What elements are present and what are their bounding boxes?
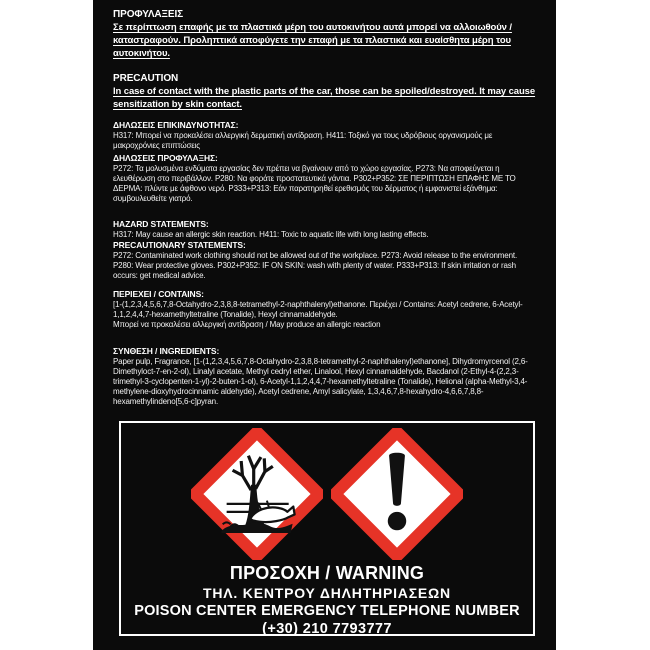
ingredients-heading: ΣΥΝΘΕΣΗ / INGREDIENTS:: [113, 346, 220, 356]
section-hazard-statements-en: [113, 219, 539, 240]
warning-title: ΠΡΟΣΟΧΗ / WARNING: [229, 563, 425, 583]
contains-allergy-note: Μπορεί να προκαλέσει αλλεργική αντίδραση / May produce an allergic reaction: [113, 320, 381, 329]
poison-center-phone: (+30) 210 7793777: [262, 621, 392, 637]
contains-body: [1-(1,2,3,4,5,6,7,8-Octahydro-2,3,8,8-tetramethyl-2-naphthalenyl)ethanone. Περιέχει / Contains: Acetyl cedrene, 6-Acetyl-1,1,2,4,4,7-hexamethyltetraline (Tonalide), Hexyl cinnamaldehyde.: [113, 300, 523, 319]
prevention-gr-heading: ΔΗΛΩΣΕΙΣ ΠΡΟΦΥΛΑΞΗΣ:: [113, 153, 218, 163]
hazard-gr-heading: ΔΗΛΩΣΕΙΣ ΕΠΙΚΙΝΔΥΝΟΤΗΤΑΣ:: [113, 120, 239, 130]
precautions-gr-heading: ΠΡΟΦΥΛΑΞΕΙΣ: [113, 9, 184, 20]
ingredients-body: Paper pulp, Fragrance, [1-(1,2,3,4,5,6,7,8-Octahydro-2,3,8,8-tetramethyl-2-naphthalenyl)ethanone], Dihydromyrcenol (2,6-Dimethyloct-7-en-2-ol), Linalyl acetate, Methyl cedryl ether, Linalool, Hexyl cinnamaldehyde, Bacdanol (2-Ethyl-4-(2,2,3-trimethyl-3-cyclopenten-1-yl)-2-buten-1-ol), 6-Acetyl-1,1,2,4,4,7-hexamethyltetraline (Tonalide), Helional (alpha-Methyl-3,4-methylene-dioxyhydrocinnamic aldehyde), Acetyl cedrene, Amyl salicylate, 1,3,4,6,7,8-hexahydro-4,6,6,7,8,8-hexamethylindeno[5,6-c]pyran.: [113, 357, 528, 406]
section-precautionary-statements-gr: [113, 153, 539, 204]
contains-heading: ΠΕΡΙΕΧΕΙ / CONTAINS:: [113, 289, 204, 299]
precautionary-en-body: P272: Contaminated work clothing should not be allowed out of the workplace. P273: Avoid release to the environment. P280: Wear protective gloves. P302+P352: IF ON SKIN: wash with plenty of water. P333+P313: If skin irritation or rash occurs: get medical advice.: [113, 251, 518, 280]
section-precaution-en: [113, 72, 539, 111]
precautionary-en-heading: PRECAUTIONARY STATEMENTS:: [113, 240, 246, 250]
precautions-gr-body: Σε περίπτωση επαφής με τα πλαστικά μέρη του αυτοκινήτου αυτά μπορεί να αλλοιωθούν / καταστραφούν. Προληπτικά αποφύγετε την επαφή με τα πλαστικά και ευαίσθητα μέρη του αυτοκινήτου.: [113, 22, 512, 59]
warning-box: [119, 421, 535, 636]
section-precautions-gr: [113, 8, 539, 60]
precaution-en-body: In case of contact with the plastic parts of the car, those can be spoiled/destroyed. It may cause sensitization by skin contact.: [113, 86, 536, 110]
product-warning-label: [93, 0, 556, 650]
label-content: [93, 0, 556, 636]
hazard-en-heading: HAZARD STATEMENTS:: [113, 219, 209, 229]
section-contains: [113, 289, 539, 330]
ghs-pictograms: [121, 428, 533, 560]
precaution-en-heading: PRECAUTION: [113, 73, 179, 84]
hazard-gr-body: H317: Μπορεί να προκαλέσει αλλεργική δερματική αντίδραση. H411: Τοξικό για τους υδρόβιους οργανισμούς με μακροχρόνιες επιπτώσεις: [113, 131, 493, 150]
ghs07-exclamation-icon: [331, 428, 463, 560]
section-precautionary-statements-en: [113, 240, 539, 281]
prevention-gr-body: P272: Τα μολυσμένα ενδύματα εργασίας δεν πρέπει να βγαίνουν από το χώρο εργασίας. P273: Να αποφεύγεται η ελευθέρωση στο περιβάλλον. P280: Να φοράτε προστατευτικά γάντια. P302+P352: ΣΕ ΠΕΡΙΠΤΩΣΗ ΕΠΑΦΗΣ ΜΕ ΤΟ ΔΕΡΜΑ: πλύντε με άφθονο νερό. P333+P313: Εάν παρατηρηθεί ερεθισμός του δέρματος ή εμφανιστεί εξάνθημα: συμβουλευθείτε γιατρό.: [113, 164, 516, 203]
section-hazard-statements-gr: [113, 120, 539, 151]
poison-center-line-en: POISON CENTER EMERGENCY TELEPHONE NUMBER: [134, 603, 520, 619]
ghs09-environment-icon: [191, 428, 323, 560]
poison-center-line-gr: ΤΗΛ. ΚΕΝΤΡΟΥ ΔΗΛΗΤΗΡΙΑΣΕΩΝ: [203, 585, 451, 601]
hazard-en-body: H317: May cause an allergic skin reaction. H411: Toxic to aquatic life with long lasting effects.: [113, 230, 429, 239]
section-ingredients: [113, 346, 539, 407]
